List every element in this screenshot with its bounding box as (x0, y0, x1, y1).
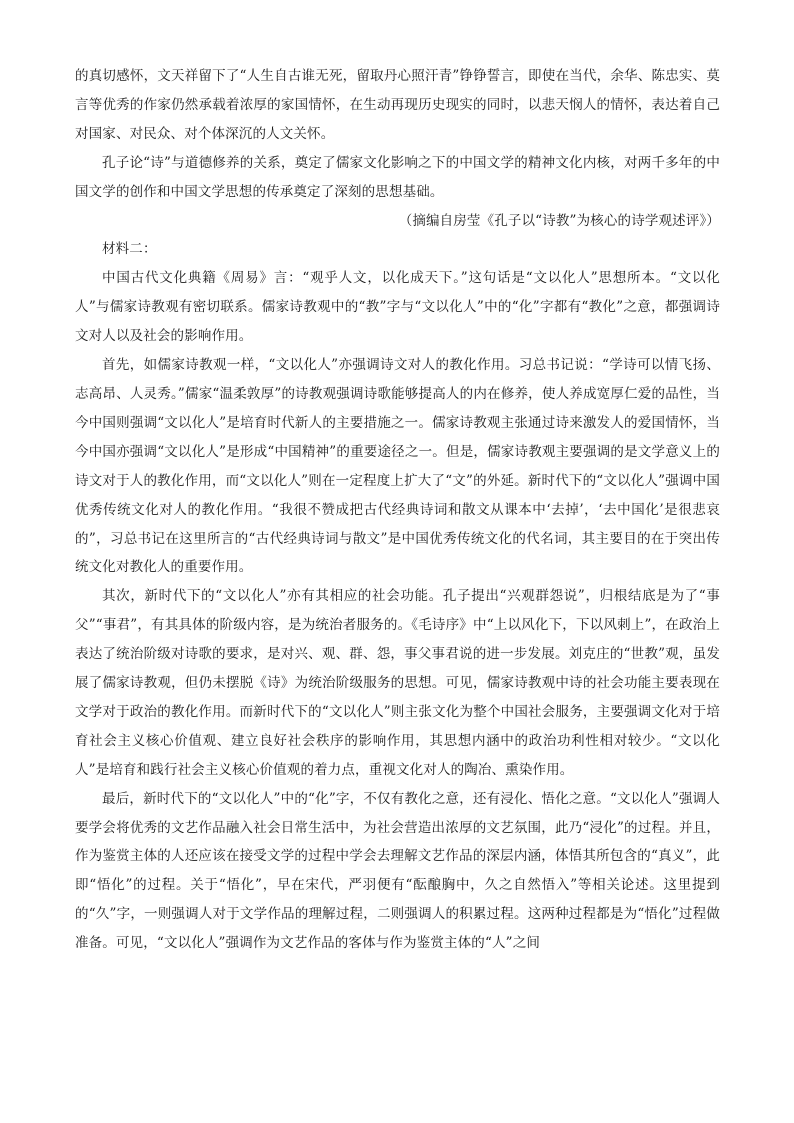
paragraph-confucius-poetry: 孔子论“诗”与道德修养的关系，奠定了儒家文化影响之下的中国文学的精神文化内核，对两千多年的中国文学的创作和中国文学思想的传承奠定了深刻的思想基础。 (75, 154, 720, 200)
material-two-label: 材料二： (102, 241, 157, 258)
source-citation: （摘编自房莹《孔子以“诗教”为核心的诗学观述评》） (398, 212, 720, 229)
paragraph-continued: 的真切感怀，文天祥留下了“人生自古谁无死，留取丹心照汗青”铮铮誓言，即使在当代，余华、陈忠实、莫言等优秀的作家仍然承载着浓厚的家国情怀，在生动再现历史现实的同时，以悲天悯人的情怀，表达着自己对国家、对民众、对个体深沉的人文关怀。 (75, 68, 720, 142)
paragraph-secondly: 其次，新时代下的“文以化人”亦有其相应的社会功能。孔子提出“兴观群怨说”，归根结底是为了“事父”“事君”，有其具体的阶级内容，是为统治者服务的。《毛诗序》中“上以风化下，下以风刺上”，在政治上表达了统治阶级对诗歌的要求，是对兴、观、群、怨，事父事君说的进一步发展。刘克庄的“世教”观，虽发展了儒家诗教观，但仍未摆脱《诗》为统治阶级服务的思想。可见，儒家诗教观中诗的社会功能主要表现在文学对于政治的教化作用。而新时代下的“文以化人”则主张文化为整个中国社会服务，主要强调文化对于培育社会主义核心价值观、建立良好社会秩序的影响作用，其思想内涵中的政治功利性相对较少。“文以化人”是培育和践行社会主义核心价值观的着力点，重视文化对人的陶冶、熏染作用。 (75, 588, 720, 778)
paragraph-zhouyi: 中国古代文化典籍《周易》言：“观乎人文，以化成天下。”这句话是“文以化人”思想所本。“文以化人”与儒家诗教观有密切联系。儒家诗教观中的“教”字与“文以化人”中的“化”字都有“教化”之意，都强调诗文对人以及社会的影响作用。 (75, 270, 720, 345)
document-page (75, 62, 720, 958)
paragraph-firstly: 首先，如儒家诗教观一样，“文以化人”亦强调诗文对人的教化作用。习总书记说：“学诗可以情飞扬、志高昂、人灵秀。”儒家“温柔敦厚”的诗教观强调诗歌能够提高人的内在修养，使人养成宽厚仁爱的品性，当今中国则强调“文以化人”是培育时代新人的主要措施之一。儒家诗教观主张通过诗来激发人的爱国情怀，当今中国亦强调“文以化人”是形成“中国精神”的重要途径之一。但是，儒家诗教观主要强调的是文学意义上的诗文对于人的教化作用，而“文以化人”则在一定程度上扩大了“文”的外延。新时代下的“文以化人”强调中国优秀传统文化对人的教化作用。“我很不赞成把古代经典诗词和散文从课本中‘去掉’，‘去中国化’是很悲哀的”，习总书记在这里所言的“古代经典诗词与散文”是中国优秀传统文化的代名词，其主要目的在于突出传统文化对教化人的重要作用。 (75, 357, 720, 576)
paragraph-finally: 最后，新时代下的“文以化人”中的“化”字，不仅有教化之意，还有浸化、悟化之意。“文以化人”强调人要学会将优秀的文艺作品融入社会日常生活中，为社会营造出浓厚的文艺氛围，此乃“浸化”的过程。并且，作为鉴赏主体的人还应该在接受文学的过程中学会去理解文艺作品的深层内涵，体悟其所包含的“真义”，此即“悟化”的过程。关于“悟化”，早在宋代，严羽便有“酝酿胸中，久之自然悟入”等相关论述。这里提到的“久”字，一则强调人对于文学作品的理解过程，二则强调人的积累过程。这两种过程都是为“悟化”过程做准备。可见，“文以化人”强调作为文艺作品的客体与作为鉴赏主体的“人”之间 (75, 790, 720, 952)
